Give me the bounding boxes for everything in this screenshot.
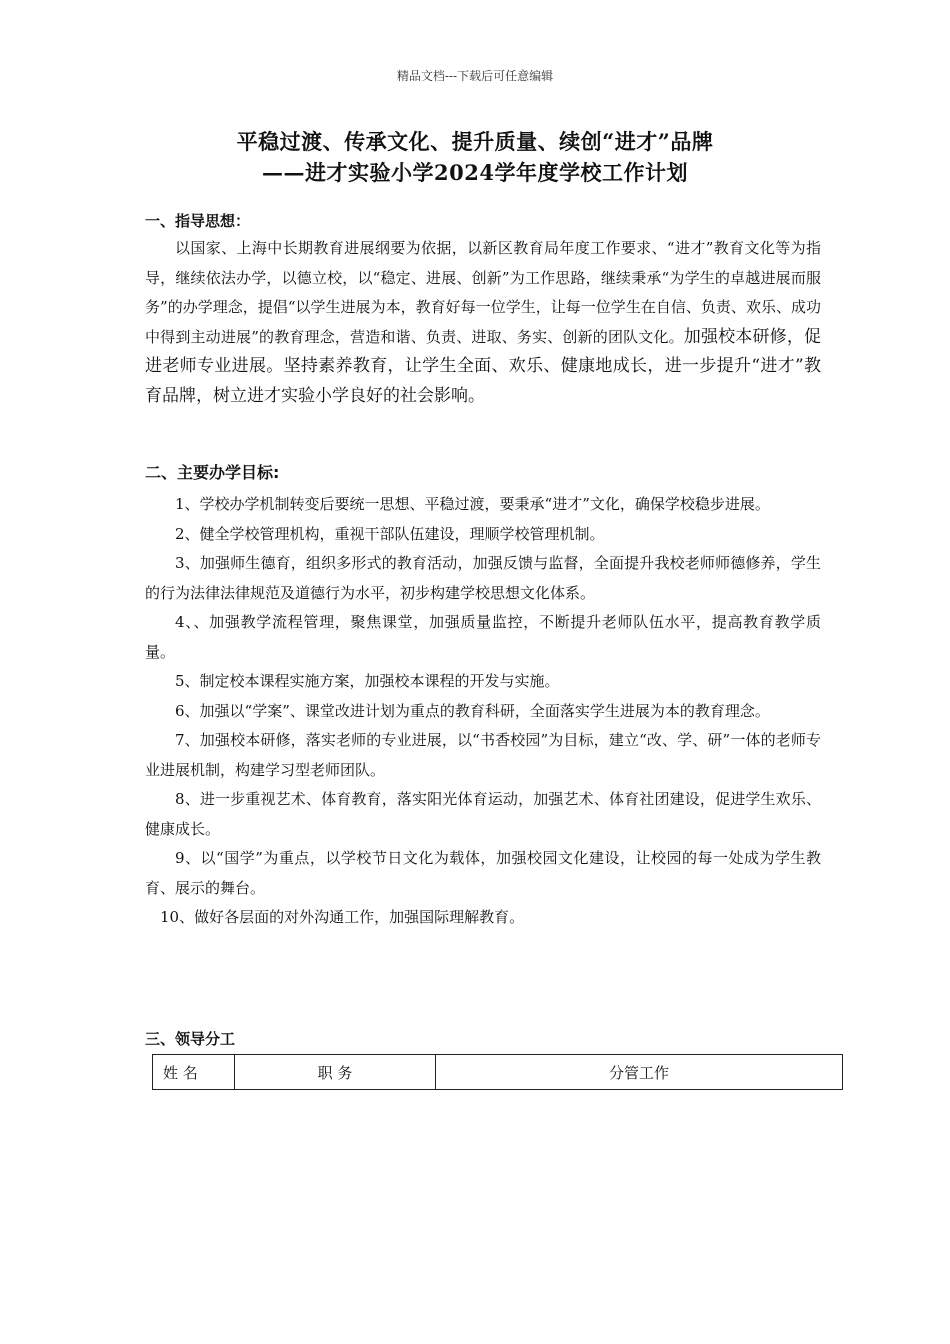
section-2-heading: 二、主要办学目标: [145,463,280,482]
goal-item: 7、加强校本研修，落实老师的专业进展，以“书香校园”为目标，建立“改、学、研”一体的老师专业进展机制，构建学习型老师团队。 [145,731,821,779]
section-1-body-text: 以国家、上海中长期教育进展纲要为依据，以新区教育局年度工作要求、“进才”教育文化等为指导，继续依法办学，以德立校，以“稳定、进展、创新”为工作思路，继续秉承“为学生的卓越进展而服务”的办学理念，提倡“以学生进展为本，教育好每一位学生，让每一位学生在自信、负责、欢乐、成功中得到主动进展”的教育理念，营造和谐、负责、进取、务实、创新的团队文化。 [145,239,821,346]
column-header-position: 职 务 [235,1055,436,1090]
column-header-name: 姓 名 [153,1055,235,1090]
section-1-body-emphasis: 加强校本研修，促进老师专业进展。坚持素养教育，让学生全面、欢乐、健康地成长，进一步提升“进才”教育品牌，树立进才实验小学良好的社会影响。 [145,326,821,406]
table-header-row [153,1055,843,1090]
header-note: 精品文档---下载后可任意编辑 [396,69,554,83]
goal-item: 1、学校办学机制转变后要统一思想、平稳过渡，要秉承“进才”文化，确保学校稳步进展。 [175,495,770,513]
leadership-table [152,1054,843,1090]
goal-item: 10、做好各层面的对外沟通工作，加强国际理解教育。 [160,908,525,926]
column-header-duties: 分管工作 [436,1055,843,1090]
goal-item: 9、以“国学”为重点，以学校节日文化为载体，加强校园文化建设，让校园的每一处成为学生教育、展示的舞台。 [145,849,821,897]
goal-item: 2、健全学校管理机构，重视干部队伍建设，理顺学校管理机制。 [175,524,605,543]
goal-item: 3、加强师生德育，组织多形式的教育活动，加强反馈与监督，全面提升我校老师师德修养，学生的行为法律法律规范及道德行为水平，初步构建学校思想文化体系。 [145,554,821,602]
section-1-body [145,234,821,411]
goal-item: 8、进一步重视艺术、体育教育，落实阳光体育运动，加强艺术、体育社团建设，促进学生欢乐、健康成长。 [145,790,821,838]
section-1-heading: 一、指导思想： [145,212,251,230]
document-title: 平稳过渡、传承文化、提升质量、续创“进才”品牌 [236,129,714,154]
goal-item: 5、制定校本课程实施方案，加强校本课程的开发与实施。 [175,672,560,690]
document-subtitle: ——进才实验小学2024学年度学校工作计划 [262,160,688,185]
goal-item: 6、加强以“学案”、课堂改进计划为重点的教育科研，全面落实学生进展为本的教育理念。 [175,701,770,720]
goals-list [145,490,821,933]
goal-item: 4、、加强教学流程管理，聚焦课堂，加强质量监控，不断提升老师队伍水平，提高教育教学质量。 [145,613,821,661]
section-3-heading: 三、领导分工 [145,1030,236,1048]
